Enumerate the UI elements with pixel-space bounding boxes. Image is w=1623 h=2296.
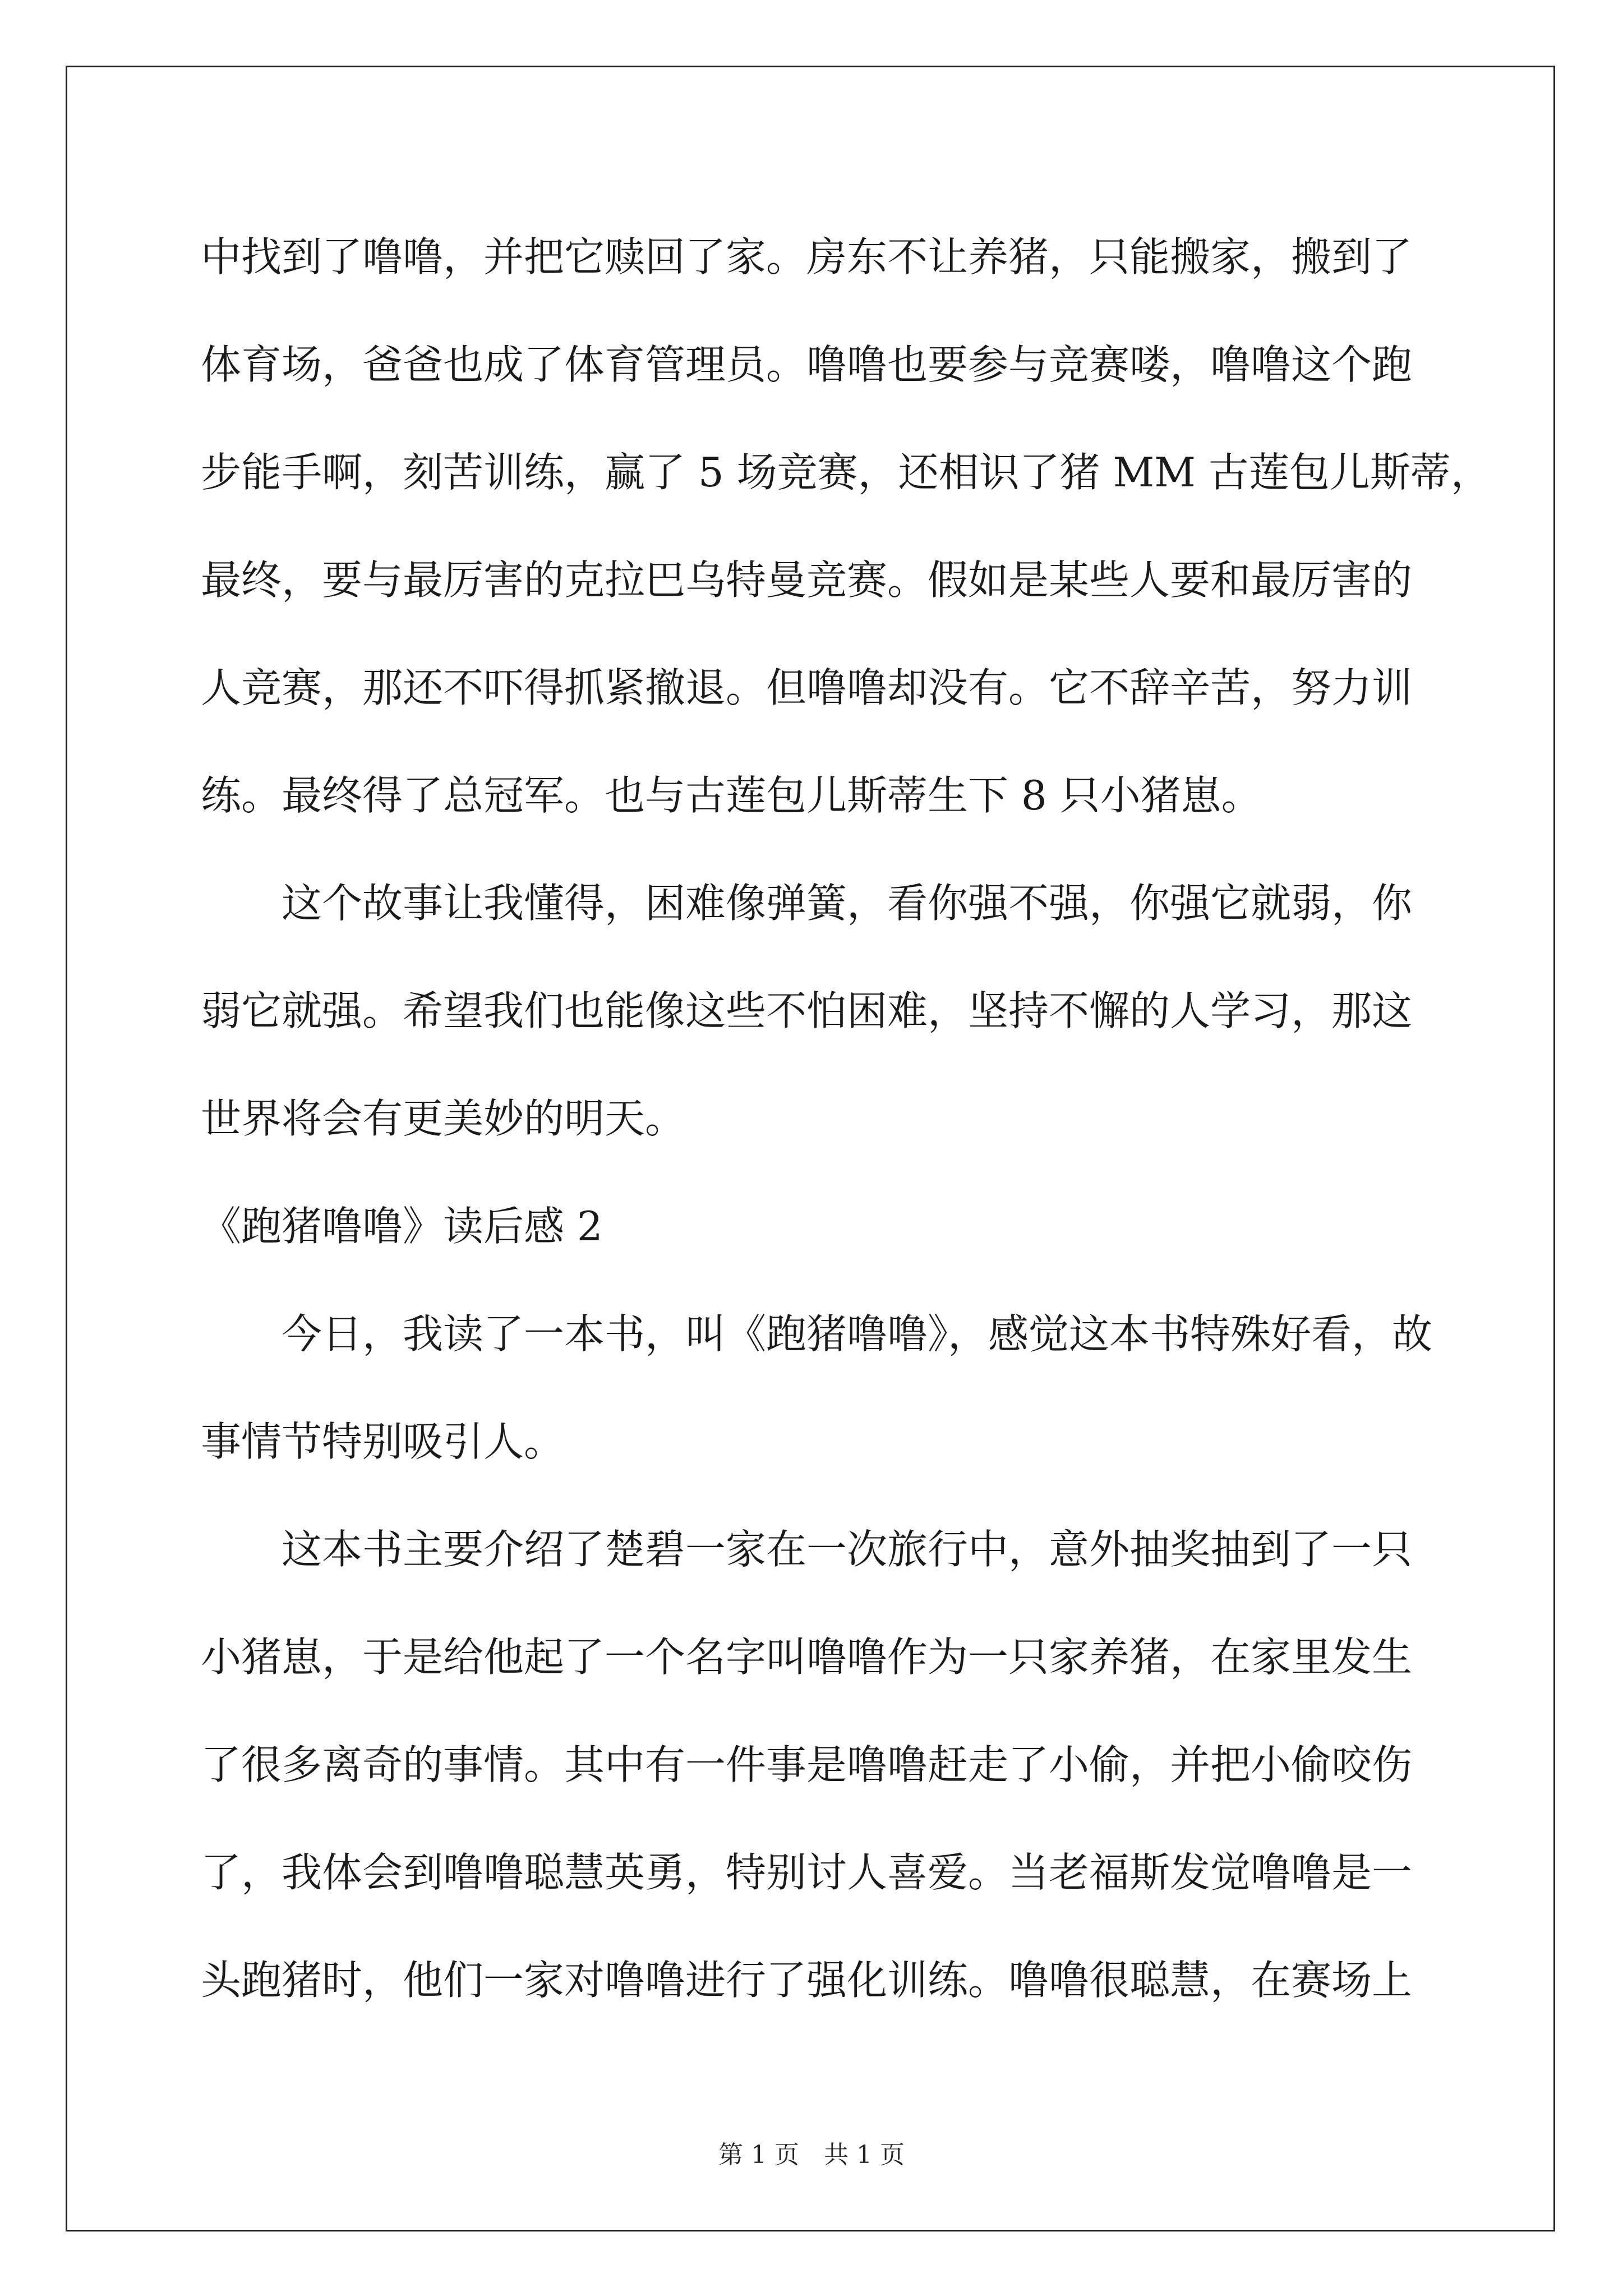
text-line: 人竞赛，那还不吓得抓紧撤退。但噜噜却没有。它不辞辛苦，努力训 — [201, 664, 1413, 711]
text-line: 事情节特别吸引人。 — [201, 1418, 565, 1465]
paragraph-reflection — [201, 849, 1435, 1172]
paragraph-intro — [201, 1280, 1435, 1496]
paragraph-continued — [201, 203, 1491, 849]
text-line: 最终，要与最厉害的克拉巴乌特曼竞赛。假如是某些人要和最厉害的 — [201, 556, 1413, 604]
document-body — [201, 203, 1491, 2034]
text-line: 练。最终得了总冠军。也与古莲包儿斯蒂生下 8 只小猪崽。 — [201, 772, 1262, 819]
text-line: 《跑猪噜噜》读后感 2 — [201, 1203, 603, 1250]
text-line: 世界将会有更美妙的明天。 — [201, 1095, 686, 1142]
text-line: 今日，我读了一本书，叫《跑猪噜噜》，感觉这本书特殊好看，故 — [282, 1310, 1433, 1358]
paragraph-summary — [201, 1496, 1435, 2034]
text-line: 中找到了噜噜，并把它赎回了家。房东不让养猪，只能搬家，搬到了 — [201, 233, 1413, 280]
text-line: 步能手啊，刻苦训练，赢了 5 场竞赛，还相识了猪 MM 古莲包儿斯蒂， — [201, 449, 1491, 496]
section-heading — [201, 1172, 1435, 1280]
text-line: 体育场，爸爸也成了体育管理员。噜噜也要参与竞赛喽，噜噜这个跑 — [201, 341, 1413, 388]
page-footer: 第 1 页 共 1 页 — [718, 2141, 905, 2169]
text-line: 了很多离奇的事情。其中有一件事是噜噜赶走了小偷，并把小偷咬伤 — [201, 1741, 1413, 1788]
text-line: 这个故事让我懂得，困难像弹簧，看你强不强，你强它就弱，你 — [282, 880, 1413, 927]
text-line: 了，我体会到噜噜聪慧英勇，特别讨人喜爱。当老福斯发觉噜噜是一 — [201, 1849, 1413, 1896]
text-line: 头跑猪时，他们一家对噜噜进行了强化训练。噜噜很聪慧，在赛场上 — [201, 1957, 1413, 2004]
text-line: 这本书主要介绍了楚碧一家在一次旅行中，意外抽奖抽到了一只 — [282, 1526, 1413, 1573]
text-line: 小猪崽，于是给他起了一个名字叫噜噜作为一只家养猪，在家里发生 — [201, 1634, 1413, 1681]
text-line: 弱它就强。希望我们也能像这些不怕困难，坚持不懈的人学习，那这 — [201, 987, 1413, 1034]
